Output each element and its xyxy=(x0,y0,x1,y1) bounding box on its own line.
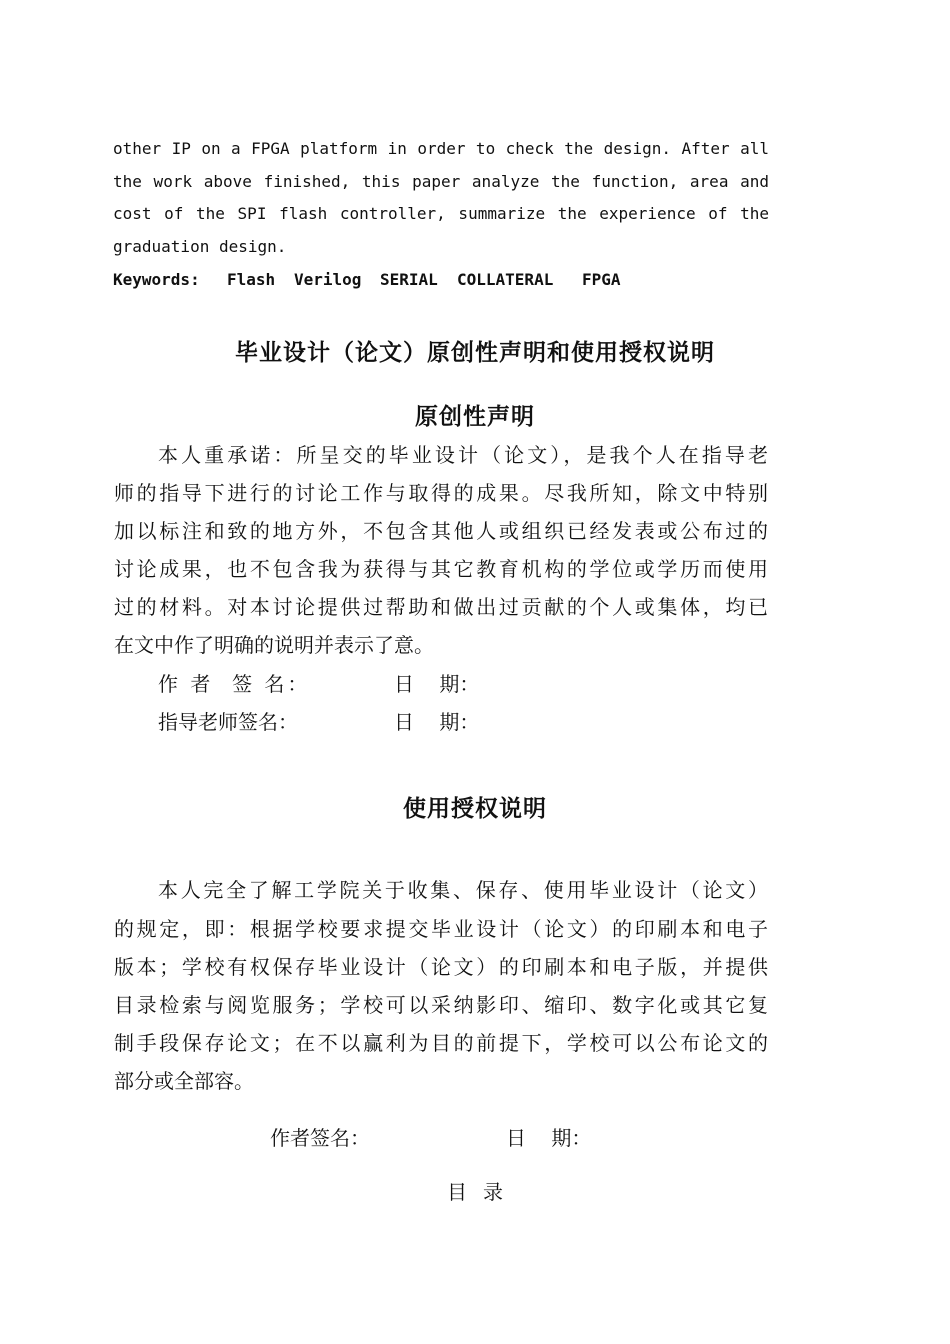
keyword-item: FPGA xyxy=(582,270,621,289)
originality-line-4: 讨论成果，也不包含我为获得与其它教育机构的学位或学历而使用 xyxy=(114,557,768,581)
toc-title: 目录 xyxy=(447,1180,519,1204)
originality-line-5: 过的材料。对本讨论提供过帮助和做出过贡献的个人或集体，均已 xyxy=(114,595,768,619)
keyword-item: SERIAL xyxy=(380,270,438,289)
author-date-label: 日 期： xyxy=(394,672,480,696)
author-signature-label: 作 者 签 名： xyxy=(158,672,311,696)
originality-line-6: 在文中作了明确的说明并表示了意。 xyxy=(114,633,434,657)
authorization-line-2: 的规定，即：根据学校要求提交毕业设计（论文）的印刷本和电子 xyxy=(114,917,768,941)
originality-title: 原创性声明 xyxy=(415,404,535,430)
originality-line-2: 师的指导下进行的讨论工作与取得的成果。尽我所知，除文中特别 xyxy=(114,481,768,505)
originality-line-3: 加以标注和致的地方外，不包含其他人或组织已经发表或公布过的 xyxy=(114,519,768,543)
abstract-line-4: graduation design. xyxy=(113,237,287,256)
main-title: 毕业设计（论文）原创性声明和使用授权说明 xyxy=(235,340,715,366)
keyword-item: Verilog xyxy=(294,270,362,289)
originality-line-1: 本人重承诺：所呈交的毕业设计（论文），是我个人在指导老 xyxy=(158,443,768,467)
advisor-date-label: 日 期： xyxy=(394,710,480,734)
keywords-label: Keywords: xyxy=(113,270,200,289)
authorization-title: 使用授权说明 xyxy=(403,796,547,822)
authorization-line-3: 版本；学校有权保存毕业设计（论文）的印刷本和电子版，并提供 xyxy=(114,955,768,979)
authorization-line-1: 本人完全了解工学院关于收集、保存、使用毕业设计（论文） xyxy=(158,878,768,902)
authorization-line-5: 制手段保存论文；在不以赢利为目的前提下，学校可以公布论文的 xyxy=(114,1031,768,1055)
abstract-line-1: other IP on a FPGA platform in order to check the design. After all xyxy=(113,139,769,158)
authorization-line-6: 部分或全部容。 xyxy=(114,1069,254,1093)
keyword-item: COLLATERAL xyxy=(457,270,554,289)
advisor-signature-label: 指导老师签名： xyxy=(158,710,298,734)
abstract-line-2: the work above finished, this paper analyze the function, area and xyxy=(113,172,769,191)
authorization-signature-label: 作者签名： xyxy=(270,1126,370,1150)
abstract-line-3: cost of the SPI flash controller, summarize the experience of the xyxy=(113,204,769,223)
authorization-line-4: 目录检索与阅览服务；学校可以采纳影印、缩印、数字化或其它复 xyxy=(114,993,768,1017)
keywords-line xyxy=(113,266,621,294)
keyword-item: Flash xyxy=(227,270,276,289)
authorization-date-label: 日 期： xyxy=(506,1126,592,1150)
